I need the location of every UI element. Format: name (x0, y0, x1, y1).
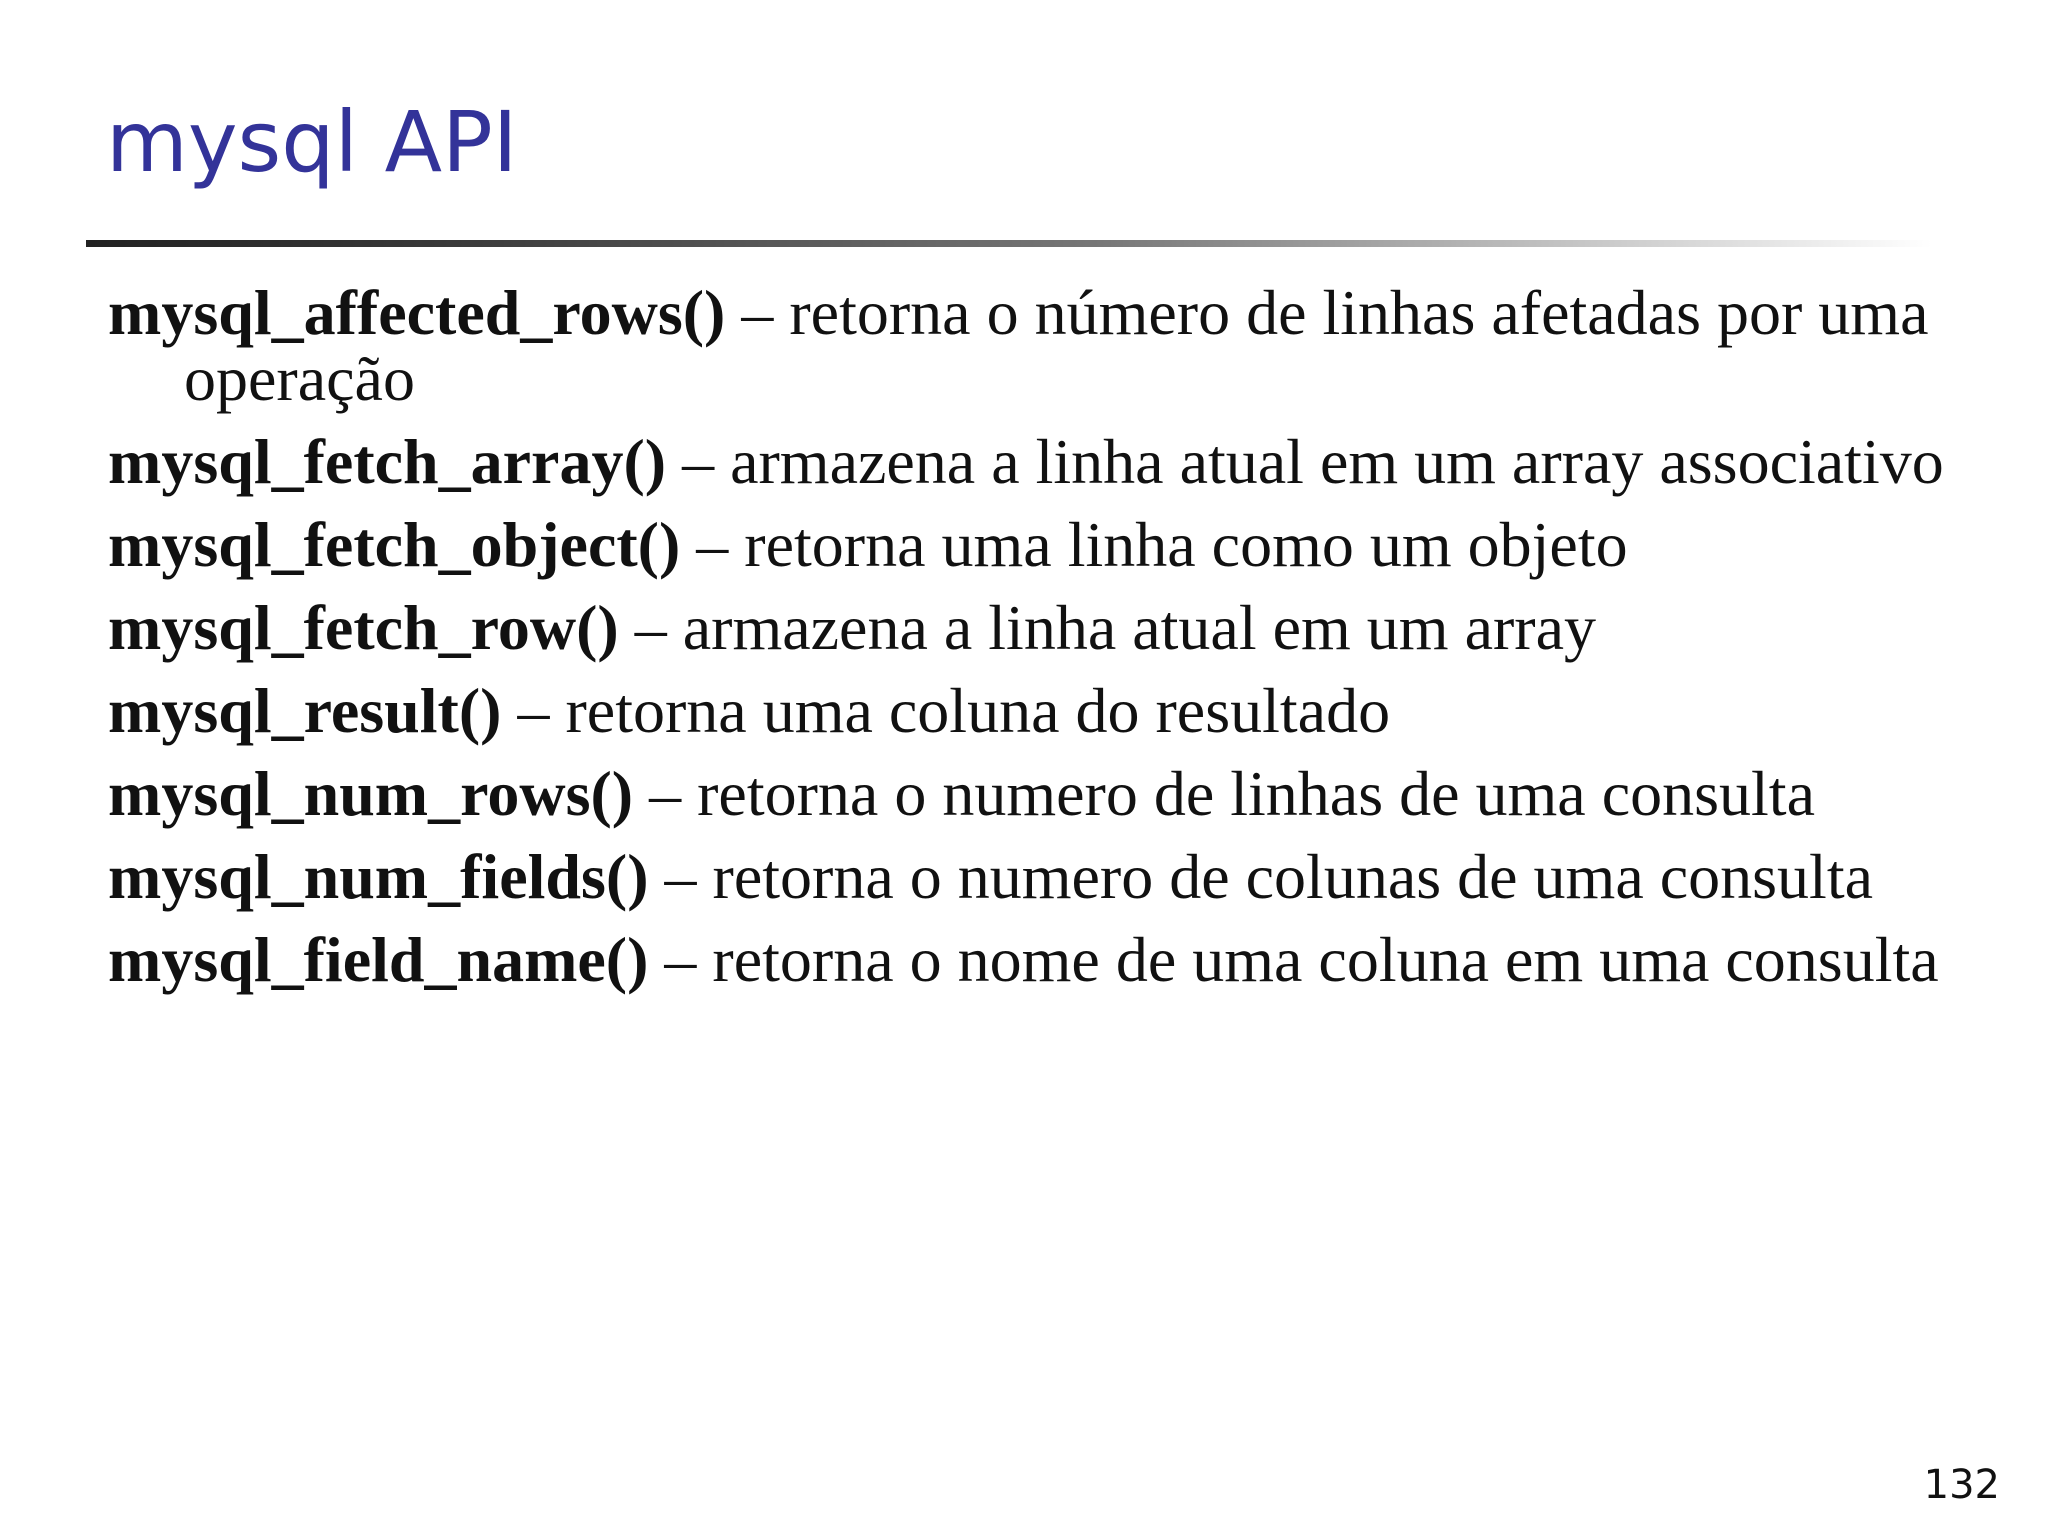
function-description: – retorna uma coluna do resultado (501, 675, 1391, 746)
function-description: – armazena a linha atual em um array (618, 592, 1596, 663)
function-name: mysql_affected_rows() (108, 277, 726, 348)
function-name: mysql_field_name() (108, 924, 649, 995)
function-name: mysql_num_rows() (108, 758, 634, 829)
title-divider (86, 240, 1932, 247)
slide-body (108, 277, 1988, 1010)
function-description: – retorna o numero de colunas de uma consulta (648, 841, 1873, 912)
function-description: – retorna uma linha como um objeto (680, 509, 1628, 580)
list-item (108, 592, 1988, 663)
function-name: mysql_fetch_object() (108, 509, 681, 580)
function-name: mysql_result() (108, 675, 502, 746)
function-name: mysql_num_fields() (108, 841, 649, 912)
list-item (108, 426, 1988, 497)
list-item (108, 277, 1988, 414)
list-item (108, 924, 1988, 995)
function-description: – retorna o número de linhas afetadas por uma operação (184, 277, 1929, 414)
list-item (108, 509, 1988, 580)
function-name: mysql_fetch_row() (108, 592, 619, 663)
function-description: – retorna o numero de linhas de uma consulta (633, 758, 1815, 829)
function-name: mysql_fetch_array() (108, 426, 667, 497)
function-description: – retorna o nome de uma coluna em uma consulta (648, 924, 1939, 995)
slide-title: mysql API (106, 93, 518, 191)
page-number: 132 (1923, 1462, 2000, 1508)
list-item (108, 841, 1988, 912)
list-item (108, 675, 1988, 746)
list-item (108, 758, 1988, 829)
function-description: – armazena a linha atual em um array associativo (666, 426, 1944, 497)
